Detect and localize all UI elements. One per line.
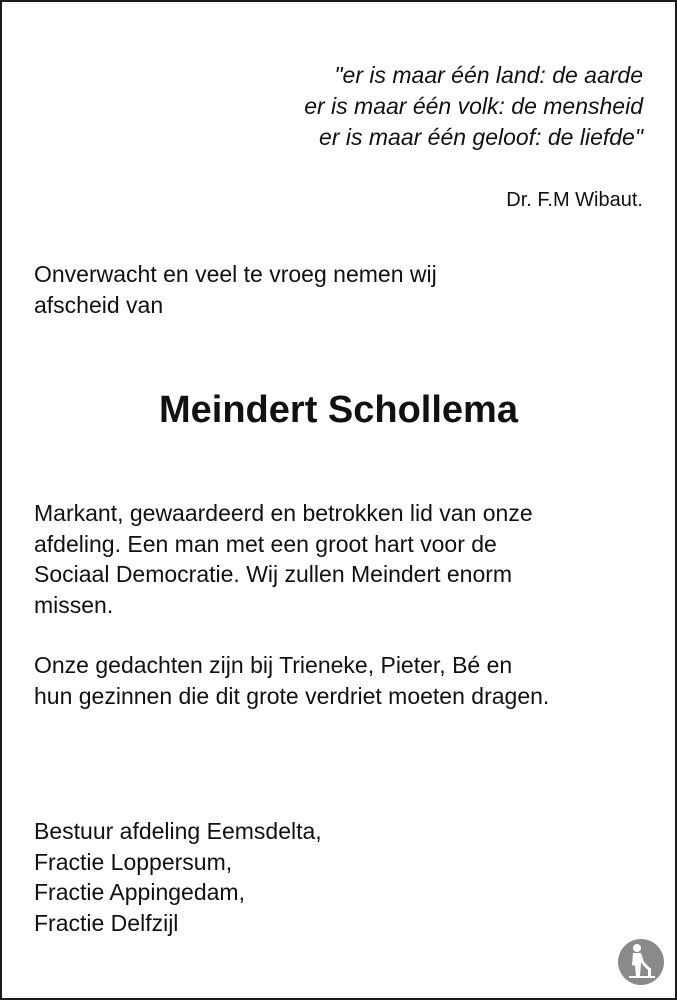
condolence-line: hun gezinnen die dit grote verdriet moeten dragen. — [34, 682, 550, 709]
signoff-line: Fractie Loppersum, — [34, 848, 233, 875]
intro-line: Onverwacht en veel te vroeg nemen wij — [34, 261, 437, 287]
signoff-line: Fractie Delfzijl — [34, 909, 179, 936]
quote-line: er is maar één volk: de mensheid — [304, 93, 643, 119]
quote-line: "er is maar één land: de aarde — [334, 62, 643, 88]
tribute-line: afdeling. Een man met een groot hart voor de — [34, 530, 497, 557]
quote-attribution: Dr. F.M Wibaut. — [506, 189, 643, 211]
condolence-line: Onze gedachten zijn bij Trieneke, Pieter, Bé en — [34, 652, 513, 678]
tribute-line: Markant, gewaardeerd en betrokken lid van onze — [34, 500, 533, 526]
quote-block — [304, 60, 643, 153]
deceased-name: Meindert Schollema — [159, 389, 518, 431]
tribute-line: missen. — [34, 591, 114, 618]
mourning-figure-icon — [617, 938, 665, 986]
intro-line: afscheid van — [34, 292, 164, 318]
quote-line: er is maar één geloof: de liefde" — [319, 124, 643, 150]
intro-text — [34, 259, 437, 321]
tribute-line: Sociaal Democratie. Wij zullen Meindert enorm — [34, 561, 513, 587]
condolence-paragraph — [34, 650, 549, 711]
tribute-paragraph — [34, 498, 533, 620]
signoff-line: Fractie Appingedam, — [34, 879, 245, 905]
signoff-line: Bestuur afdeling Eemsdelta, — [34, 818, 322, 844]
signoff-block — [34, 816, 322, 938]
